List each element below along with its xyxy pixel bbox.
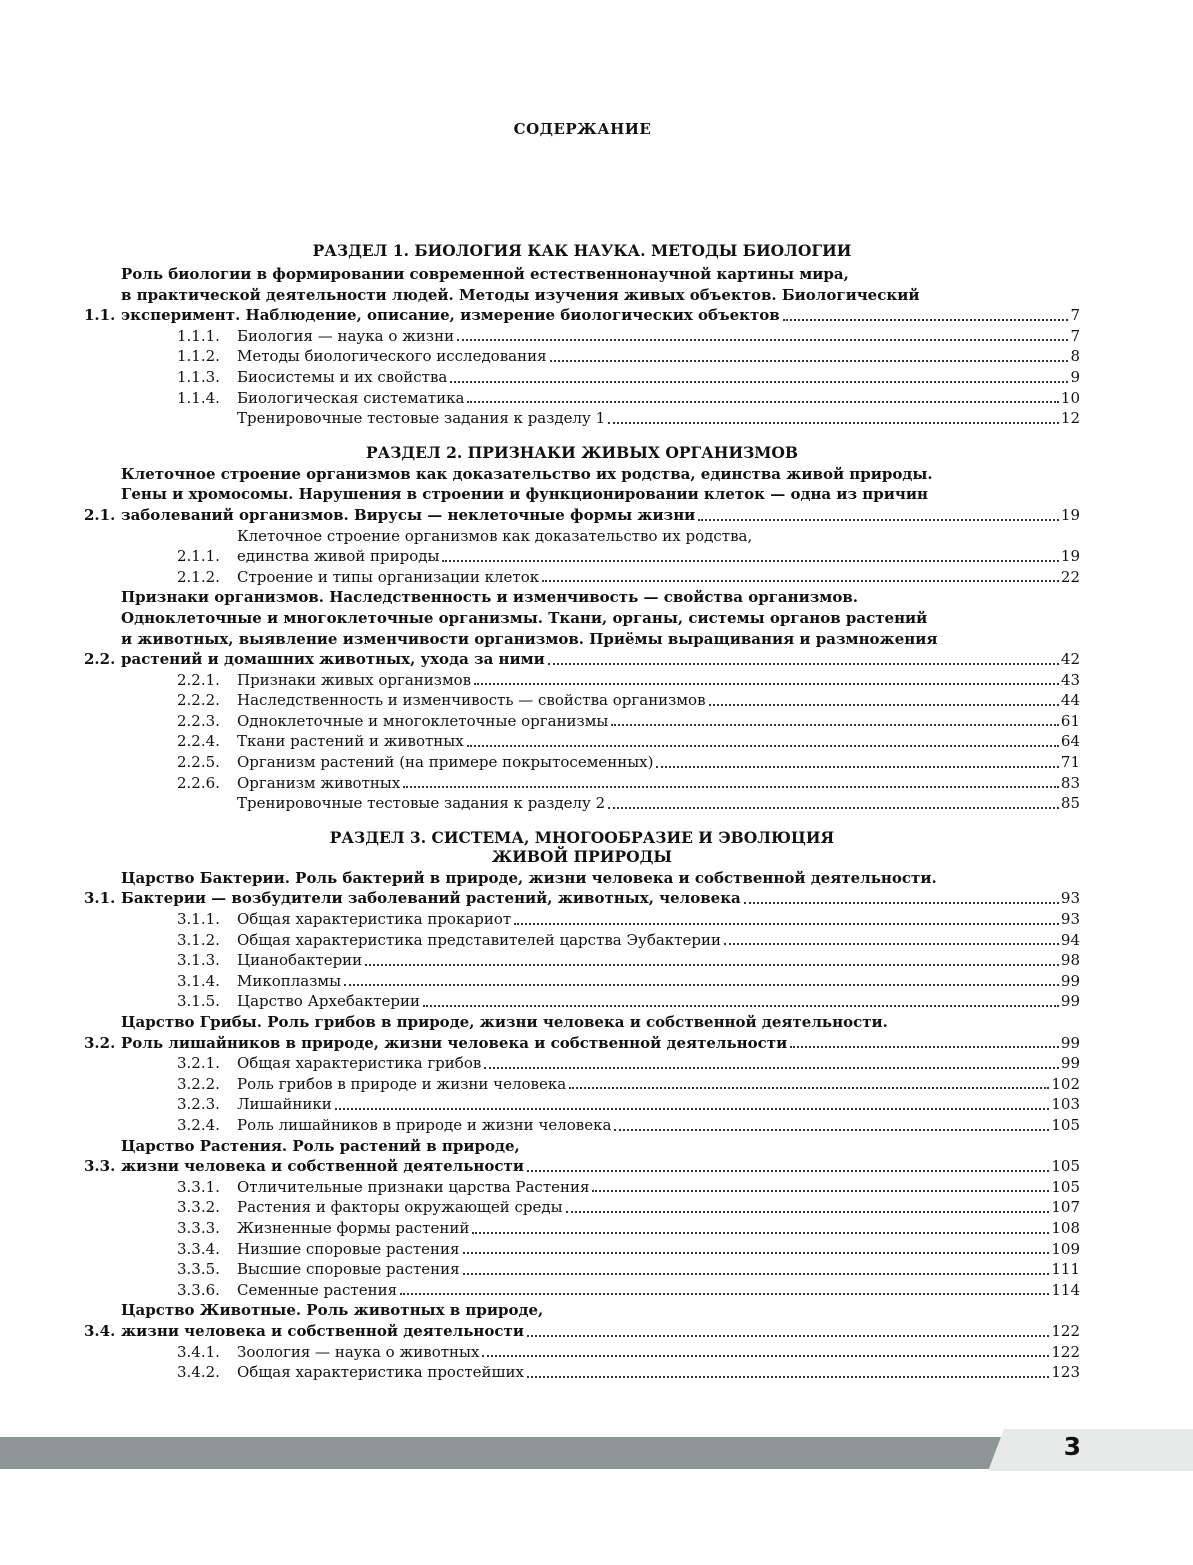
entry-last-line — [237, 1074, 1080, 1095]
toc-subsection-entry — [84, 1362, 1080, 1383]
entry-body — [237, 752, 1080, 773]
entry-body — [237, 408, 1080, 429]
entry-body — [237, 1115, 1080, 1136]
toc-subsection-entry — [84, 1259, 1080, 1280]
entry-text-line: Одноклеточные и многоклеточные организмы. Ткани, органы, системы органов растений — [121, 608, 928, 627]
entry-page-number: 7 — [1070, 306, 1080, 325]
dot-leader — [566, 1211, 1050, 1213]
entry-page-number: 44 — [1060, 691, 1080, 710]
entry-last-line — [237, 991, 1080, 1012]
entry-page-number: 107 — [1051, 1198, 1080, 1217]
entry-number: 3.2.3. — [177, 1095, 220, 1114]
entry-body — [237, 1197, 1080, 1218]
dot-leader — [744, 902, 1059, 904]
entry-body — [237, 1362, 1080, 1383]
entry-body — [237, 711, 1080, 732]
section-heading-line: ЖИВОЙ ПРИРОДЫ — [491, 846, 673, 866]
entry-number: 3.4.2. — [177, 1363, 220, 1382]
dot-leader — [344, 984, 1059, 986]
dot-leader — [467, 401, 1058, 403]
entry-last-line — [237, 1280, 1080, 1301]
dot-leader — [614, 1129, 1049, 1131]
entry-body — [121, 1136, 1080, 1177]
dot-leader — [514, 923, 1059, 925]
entry-body — [121, 1300, 1080, 1341]
entry-page-number: 19 — [1060, 547, 1080, 566]
toc-subsection-entry — [84, 388, 1080, 409]
entry-body — [121, 264, 1080, 326]
entry-page-number: 123 — [1051, 1363, 1080, 1382]
toc-chapter-entry — [84, 868, 1080, 909]
entry-last-line — [237, 1094, 1080, 1115]
entry-page-number: 8 — [1070, 347, 1080, 366]
entry-page-number: 61 — [1060, 711, 1080, 730]
entry-text-line: Царство Животные. Роль животных в природе, — [121, 1301, 544, 1320]
dot-leader — [790, 1046, 1059, 1048]
entry-body — [237, 326, 1080, 347]
toc-subsection-entry — [84, 1218, 1080, 1239]
entry-page-number: 109 — [1051, 1239, 1080, 1258]
dot-leader — [592, 1190, 1049, 1192]
dot-leader — [450, 381, 1068, 383]
entry-page-number: 98 — [1060, 951, 1080, 970]
entry-last-line — [237, 1259, 1080, 1280]
toc-subsection-entry — [84, 752, 1080, 773]
entry-last-line — [121, 649, 1080, 670]
toc-chapter-entry — [84, 1300, 1080, 1341]
entry-last-line — [237, 546, 1080, 567]
entry-number: 3.1.5. — [177, 992, 220, 1011]
entry-body — [237, 1053, 1080, 1074]
entry-page-number: 99 — [1060, 992, 1080, 1011]
entry-text-line: Царство Бактерии. Роль бактерий в природе, жизни человека и собственной деятельности. — [121, 868, 937, 887]
entry-last-line — [237, 731, 1080, 752]
entry-body — [237, 1218, 1080, 1239]
entry-page-number: 99 — [1060, 1054, 1080, 1073]
entry-number: 2.2.6. — [177, 773, 220, 792]
entry-last-line — [237, 670, 1080, 691]
entry-last-line — [237, 1197, 1080, 1218]
entry-body — [237, 793, 1080, 814]
entry-last-line — [237, 909, 1080, 930]
entry-page-number: 93 — [1060, 889, 1080, 908]
footer-page-tab — [988, 1429, 1193, 1471]
section-heading — [84, 443, 1080, 464]
toc-subsection-entry — [84, 991, 1080, 1012]
entry-number: 2.2.4. — [177, 732, 220, 751]
entry-body — [237, 567, 1080, 588]
toc-chapter-entry — [84, 464, 1080, 526]
entry-text-line: Растения и факторы окружающей среды — [237, 1198, 563, 1217]
toc-subsection-entry — [84, 526, 1080, 567]
toc-chapter-entry — [84, 1136, 1080, 1177]
dot-leader — [527, 1376, 1049, 1378]
entry-body — [237, 1239, 1080, 1260]
entry-last-line — [237, 930, 1080, 951]
dot-leader — [365, 964, 1059, 966]
entry-number: 3.3.3. — [177, 1218, 220, 1237]
entry-text-line: и животных, выявление изменчивости организмов. Приёмы выращивания и размножения — [121, 629, 938, 648]
entry-page-number: 83 — [1060, 773, 1080, 792]
dot-leader — [457, 339, 1068, 341]
toc-subsection-entry — [84, 1053, 1080, 1074]
entry-last-line — [237, 326, 1080, 347]
toc-subsection-entry — [84, 567, 1080, 588]
entry-last-line — [237, 1342, 1080, 1363]
entry-last-line — [121, 505, 1080, 526]
entry-body — [237, 1074, 1080, 1095]
section-heading — [84, 241, 1080, 264]
entry-last-line — [237, 346, 1080, 367]
entry-text-line: Лишайники — [237, 1095, 332, 1114]
entry-page-number: 122 — [1051, 1321, 1080, 1340]
entry-page-number: 64 — [1060, 732, 1080, 751]
entry-text-line: жизни человека и собственной деятельности — [121, 1321, 524, 1340]
entry-text-line: Общая характеристика простейших — [237, 1363, 524, 1382]
entry-text-line: Биосистемы и их свойства — [237, 367, 448, 386]
toc-chapter-entry — [84, 264, 1080, 326]
entry-number: 3.3.4. — [177, 1239, 220, 1258]
entry-number: 2.2. — [84, 650, 116, 669]
entry-number: 1.1.4. — [177, 388, 220, 407]
dot-leader — [656, 766, 1058, 768]
entry-number: 3.1.1. — [177, 910, 220, 929]
entry-page-number: 122 — [1051, 1342, 1080, 1361]
entry-page-number: 19 — [1060, 505, 1080, 524]
toc-subsection-entry — [84, 1074, 1080, 1095]
entry-text-line: Общая характеристика прокариот — [237, 910, 512, 929]
dot-leader — [548, 663, 1059, 665]
entry-page-number: 99 — [1060, 1033, 1080, 1052]
entry-page-number: 102 — [1051, 1074, 1080, 1093]
dot-leader — [463, 1252, 1050, 1254]
dot-leader — [527, 1170, 1049, 1172]
dot-leader — [472, 1232, 1049, 1234]
entry-text-line: в практической деятельности людей. Методы изучения живых объектов. Биологический — [121, 285, 920, 304]
toc-subsection-entry — [84, 971, 1080, 992]
entry-number: 1.1.3. — [177, 367, 220, 386]
entry-last-line — [121, 1033, 1080, 1054]
entry-number: 3.1.2. — [177, 930, 220, 949]
entry-number: 3.2.2. — [177, 1074, 220, 1093]
entry-number: 1.1. — [84, 306, 116, 325]
entry-number: 3.3.1. — [177, 1177, 220, 1196]
entry-page-number: 43 — [1060, 670, 1080, 689]
toc-chapter-entry — [84, 587, 1080, 669]
dot-leader — [542, 580, 1059, 582]
toc-subsection-entry — [84, 1342, 1080, 1363]
toc-subsection-entry — [84, 1094, 1080, 1115]
entry-last-line — [237, 711, 1080, 732]
entry-page-number: 22 — [1060, 567, 1080, 586]
entry-text-line: заболеваний организмов. Вирусы — неклеточные формы жизни — [121, 505, 696, 524]
entry-number: 3.3.6. — [177, 1280, 220, 1299]
entry-last-line — [237, 1177, 1080, 1198]
dot-leader — [442, 560, 1059, 562]
entry-number: 3.3.2. — [177, 1198, 220, 1217]
dot-leader — [611, 724, 1059, 726]
page-title: СОДЕРЖАНИЕ — [513, 120, 652, 138]
dot-leader — [709, 704, 1059, 706]
entry-body — [237, 1259, 1080, 1280]
entry-last-line — [237, 752, 1080, 773]
toc-subsection-entry — [84, 367, 1080, 388]
entry-text-line: Клеточное строение организмов как доказательство их родства, единства живой природы. — [121, 464, 933, 483]
entry-text-line: Общая характеристика представителей царства Эубактерии — [237, 930, 721, 949]
dot-leader — [403, 786, 1059, 788]
entry-last-line — [237, 793, 1080, 814]
entry-text-line: Наследственность и изменчивость — свойства организмов — [237, 691, 706, 710]
dot-leader — [423, 1005, 1059, 1007]
entry-text-line: единства живой природы — [237, 547, 440, 566]
entry-body — [121, 464, 1080, 526]
entry-text-line: Клеточное строение организмов как доказательство их родства, — [237, 526, 753, 545]
entry-number: 1.1.1. — [177, 326, 220, 345]
entry-text-line: Царство Растения. Роль растений в природе, — [121, 1136, 520, 1155]
entry-number: 3.4. — [84, 1321, 116, 1340]
entry-text-line: Царство Архебактерии — [237, 992, 420, 1011]
entry-text-line: Роль лишайников в природе и жизни человека — [237, 1115, 612, 1134]
entry-body — [237, 1342, 1080, 1363]
entry-number: 2.1.2. — [177, 567, 220, 586]
entry-number: 3.1.3. — [177, 951, 220, 970]
entry-text-line: Семенные растения — [237, 1280, 398, 1299]
entry-number: 3.3. — [84, 1157, 116, 1176]
entry-text-line: Методы биологического исследования — [237, 347, 547, 366]
entry-last-line — [237, 971, 1080, 992]
entry-text-line: жизни человека и собственной деятельности — [121, 1157, 524, 1176]
dot-leader — [724, 943, 1059, 945]
entry-body — [237, 670, 1080, 691]
entry-page-number: 93 — [1060, 910, 1080, 929]
entry-number: 2.2.3. — [177, 711, 220, 730]
entry-last-line — [237, 567, 1080, 588]
entry-number: 2.1. — [84, 505, 116, 524]
entry-page-number: 94 — [1060, 930, 1080, 949]
entry-last-line — [121, 1321, 1080, 1342]
toc-subsection-entry — [84, 793, 1080, 814]
dot-leader — [608, 807, 1059, 809]
entry-text-line: Микоплазмы — [237, 971, 342, 990]
entry-text-line: Жизненные формы растений — [237, 1218, 470, 1237]
entry-text-line: Роль лишайников в природе, жизни человека и собственной деятельности — [121, 1033, 788, 1052]
section-heading-line: РАЗДЕЛ 1. БИОЛОГИЯ КАК НАУКА. МЕТОДЫ БИОЛОГИИ — [312, 241, 852, 260]
entry-page-number: 105 — [1051, 1177, 1080, 1196]
entry-last-line — [121, 1156, 1080, 1177]
dot-leader — [467, 745, 1059, 747]
entry-body — [121, 868, 1080, 909]
entry-body — [237, 367, 1080, 388]
entry-page-number: 105 — [1051, 1115, 1080, 1134]
entry-body — [237, 1177, 1080, 1198]
entry-body — [121, 1012, 1080, 1053]
entry-page-number: 10 — [1060, 388, 1080, 407]
entry-number: 3.2. — [84, 1033, 116, 1052]
section-heading-line: РАЗДЕЛ 3. СИСТЕМА, МНОГООБРАЗИЕ И ЭВОЛЮЦИЯ — [329, 827, 835, 847]
toc-subsection-entry — [84, 326, 1080, 347]
entry-text-line: Биология — наука о жизни — [237, 326, 455, 345]
entry-body — [237, 971, 1080, 992]
entry-number: 3.4.1. — [177, 1342, 220, 1361]
entry-page-number: 9 — [1070, 367, 1080, 386]
entry-page-number: 12 — [1060, 409, 1080, 428]
toc-subsection-entry — [84, 1239, 1080, 1260]
entry-text-line: Отличительные признаки царства Растения — [237, 1177, 590, 1196]
entry-body — [237, 731, 1080, 752]
dot-leader — [474, 683, 1059, 685]
entry-text-line: Общая характеристика грибов — [237, 1054, 482, 1073]
entry-number: 2.1.1. — [177, 547, 220, 566]
toc-subsection-entry — [84, 690, 1080, 711]
entry-text-line: Цианобактерии — [237, 951, 363, 970]
toc-subsection-entry — [84, 1177, 1080, 1198]
entry-body — [237, 909, 1080, 930]
entry-text-line: Высшие споровые растения — [237, 1260, 460, 1279]
entry-page-number: 7 — [1070, 326, 1080, 345]
entry-page-number: 111 — [1051, 1260, 1080, 1279]
dot-leader — [482, 1355, 1049, 1357]
entry-number: 2.2.1. — [177, 670, 220, 689]
entry-last-line — [121, 305, 1080, 326]
section-heading — [84, 828, 1080, 868]
entry-text-line: Царство Грибы. Роль грибов в природе, жизни человека и собственной деятельности. — [121, 1013, 888, 1031]
entry-text-line: Роль биологии в формировании современной естественнонаучной картины мира, — [121, 265, 849, 283]
toc-subsection-entry — [84, 670, 1080, 691]
dot-leader — [608, 422, 1059, 424]
entry-number: 1.1.2. — [177, 347, 220, 366]
entry-page-number: 71 — [1060, 753, 1080, 772]
entry-last-line — [237, 1053, 1080, 1074]
entry-text-line: Роль грибов в природе и жизни человека — [237, 1074, 567, 1093]
entry-page-number: 99 — [1060, 971, 1080, 990]
toc-subsection-entry — [84, 346, 1080, 367]
entry-body — [237, 526, 1080, 567]
entry-number: 2.2.5. — [177, 753, 220, 772]
dot-leader — [400, 1293, 1049, 1295]
entry-page-number: 103 — [1051, 1095, 1080, 1114]
entry-last-line — [237, 1218, 1080, 1239]
entry-text-line: Ткани растений и животных — [237, 732, 464, 751]
table-of-contents — [84, 241, 1080, 1383]
entry-body — [237, 1094, 1080, 1115]
entry-body — [237, 991, 1080, 1012]
entry-text-line: Строение и типы организации клеток — [237, 567, 540, 586]
dot-leader — [550, 360, 1069, 362]
toc-subsection-entry — [84, 1115, 1080, 1136]
entry-body — [237, 388, 1080, 409]
toc-subsection-entry — [84, 909, 1080, 930]
dot-leader — [463, 1273, 1050, 1275]
entry-body — [121, 587, 1080, 669]
entry-text-line: Тренировочные тестовые задания к разделу 1 — [237, 409, 606, 428]
entry-last-line — [237, 1115, 1080, 1136]
entry-text-line: эксперимент. Наблюдение, описание, измерение биологических объектов — [121, 306, 780, 325]
entry-page-number: 42 — [1060, 650, 1080, 669]
dot-leader — [335, 1108, 1050, 1110]
entry-page-number: 85 — [1060, 794, 1080, 813]
toc-chapter-entry — [84, 1012, 1080, 1053]
entry-number: 3.2.4. — [177, 1115, 220, 1134]
entry-body — [237, 773, 1080, 794]
entry-page-number: 114 — [1051, 1280, 1080, 1299]
entry-last-line — [237, 1239, 1080, 1260]
entry-page-number: 108 — [1051, 1218, 1080, 1237]
entry-text-line: Организм животных — [237, 773, 401, 792]
toc-subsection-entry — [84, 1280, 1080, 1301]
entry-text-line: Одноклеточные и многоклеточные организмы — [237, 711, 609, 730]
entry-text-line: Зоология — наука о животных — [237, 1342, 480, 1361]
entry-body — [237, 346, 1080, 367]
entry-text-line: Признаки живых организмов — [237, 670, 472, 689]
entry-last-line — [237, 388, 1080, 409]
toc-subsection-entry — [84, 930, 1080, 951]
dot-leader — [698, 519, 1059, 521]
entry-text-line: Организм растений (на примере покрытосеменных) — [237, 753, 654, 772]
entry-text-line: Низшие споровые растения — [237, 1239, 460, 1258]
toc-subsection-entry — [84, 711, 1080, 732]
toc-subsection-entry — [84, 1197, 1080, 1218]
toc-subsection-entry — [84, 950, 1080, 971]
entry-last-line — [237, 773, 1080, 794]
entry-text-line: Гены и хромосомы. Нарушения в строении и функционировании клеток — одна из причин — [121, 485, 928, 504]
entry-body — [237, 690, 1080, 711]
entry-text-line: растений и домашних животных, ухода за ними — [121, 650, 545, 669]
entry-last-line — [237, 690, 1080, 711]
entry-number: 3.3.5. — [177, 1260, 220, 1279]
entry-last-line — [237, 408, 1080, 429]
toc-subsection-entry — [84, 408, 1080, 429]
entry-number: 2.2.2. — [177, 691, 220, 710]
toc-subsection-entry — [84, 731, 1080, 752]
dot-leader — [783, 319, 1069, 321]
entry-body — [237, 950, 1080, 971]
entry-number: 3.1.4. — [177, 971, 220, 990]
entry-last-line — [237, 950, 1080, 971]
page-number: 3 — [1063, 1432, 1081, 1461]
section-heading-line: РАЗДЕЛ 2. ПРИЗНАКИ ЖИВЫХ ОРГАНИЗМОВ — [365, 442, 799, 462]
entry-text-line: Бактерии — возбудители заболеваний растений, животных, человека — [121, 889, 741, 908]
entry-text-line: Признаки организмов. Наследственность и изменчивость — свойства организмов. — [121, 588, 858, 607]
entry-text-line: Биологическая систематика — [237, 388, 465, 407]
toc-subsection-entry — [84, 773, 1080, 794]
dot-leader — [527, 1335, 1049, 1337]
entry-last-line — [237, 1362, 1080, 1383]
entry-body — [237, 930, 1080, 951]
dot-leader — [484, 1067, 1059, 1069]
entry-page-number: 105 — [1051, 1157, 1080, 1176]
entry-body — [237, 1280, 1080, 1301]
entry-number: 3.2.1. — [177, 1054, 220, 1073]
entry-last-line — [121, 888, 1080, 909]
entry-number: 3.1. — [84, 889, 116, 908]
entry-last-line — [237, 367, 1080, 388]
dot-leader — [569, 1087, 1049, 1089]
entry-text-line: Тренировочные тестовые задания к разделу 2 — [237, 794, 606, 813]
